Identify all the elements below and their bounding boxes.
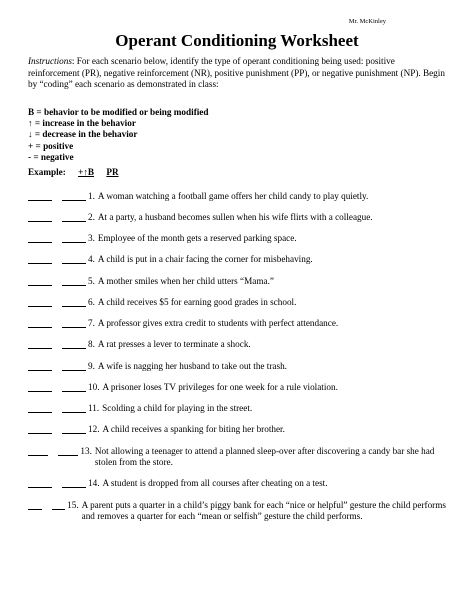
coding-legend bbox=[28, 107, 209, 163]
code-blank[interactable] bbox=[28, 424, 52, 434]
scenario-item: 8. A rat presses a lever to terminate a shock. bbox=[28, 339, 448, 350]
answer-blank[interactable] bbox=[62, 233, 86, 243]
answer-blank[interactable] bbox=[62, 339, 86, 349]
legend-item-decrease: ↓ = decrease in the behavior bbox=[28, 129, 138, 140]
answer-blank[interactable] bbox=[62, 478, 86, 488]
example-line bbox=[28, 167, 119, 177]
answer-blank[interactable] bbox=[62, 382, 86, 392]
code-blank[interactable] bbox=[28, 254, 52, 264]
legend-item-negative: - = negative bbox=[28, 151, 74, 162]
scenario-item: 15. A parent puts a quarter in a child’s piggy bank for each “nice or helpful” gesture the child performs and removes a quarter for each “mean or selfish” gesture the child performs. bbox=[28, 500, 448, 522]
answer-blank[interactable] bbox=[62, 361, 86, 371]
code-blank[interactable] bbox=[28, 297, 52, 307]
instructions-text: : For each scenario below, identify the type of operant conditioning being used: positive reinforcement (PR), negative reinforcement (NR), positive punishment (PP), or negative punishment (NP). Begin by “coding” each scenario as demonstrated in class: bbox=[28, 56, 445, 89]
answer-blank[interactable] bbox=[62, 318, 86, 328]
code-blank[interactable] bbox=[28, 403, 52, 413]
answer-blank[interactable] bbox=[62, 276, 86, 286]
code-blank[interactable] bbox=[28, 478, 52, 488]
scenario-item: 12. A child receives a spanking for biting her brother. bbox=[28, 424, 448, 435]
code-blank[interactable] bbox=[28, 233, 52, 243]
code-blank[interactable] bbox=[28, 212, 52, 222]
example-label: Example: bbox=[28, 167, 66, 177]
scenario-item: 10. A prisoner loses TV privileges for one week for a rule violation. bbox=[28, 382, 448, 393]
scenario-item: 4. A child is put in a chair facing the corner for misbehaving. bbox=[28, 254, 448, 265]
scenario-item: 13. Not allowing a teenager to attend a planned sleep-over after discovering a candy bar she had stolen from the store. bbox=[28, 446, 448, 468]
instructions-paragraph bbox=[28, 56, 448, 91]
answer-blank[interactable] bbox=[62, 424, 86, 434]
code-blank[interactable] bbox=[28, 339, 52, 349]
code-blank[interactable] bbox=[28, 191, 52, 201]
scenario-item: 6. A child receives $5 for earning good grades in school. bbox=[28, 297, 448, 308]
scenario-item: 5. A mother smiles when her child utters “Mama.” bbox=[28, 276, 448, 287]
instructions-lead: Instructions bbox=[28, 56, 72, 66]
answer-blank[interactable] bbox=[62, 212, 86, 222]
code-blank[interactable] bbox=[28, 361, 52, 371]
author-name: Mr. McKinley bbox=[348, 18, 386, 25]
scenario-item: 1. A woman watching a football game offers her child candy to play quietly. bbox=[28, 191, 448, 202]
scenario-item: 2. At a party, a husband becomes sullen when his wife flirts with a colleague. bbox=[28, 212, 448, 223]
scenario-item: 7. A professor gives extra credit to students with perfect attendance. bbox=[28, 318, 448, 329]
answer-blank[interactable] bbox=[62, 297, 86, 307]
scenario-item: 3. Employee of the month gets a reserved parking space. bbox=[28, 233, 448, 244]
code-blank[interactable] bbox=[28, 500, 42, 510]
scenario-item: 14. A student is dropped from all courses after cheating on a test. bbox=[28, 478, 448, 489]
scenario-item: 9. A wife is nagging her husband to take out the trash. bbox=[28, 361, 448, 372]
code-blank[interactable] bbox=[28, 318, 52, 328]
legend-item-increase: ↑ = increase in the behavior bbox=[28, 118, 136, 129]
example-answer: PR bbox=[106, 167, 119, 177]
code-blank[interactable] bbox=[28, 382, 52, 392]
legend-item-positive: + = positive bbox=[28, 140, 74, 151]
answer-blank[interactable] bbox=[52, 500, 66, 510]
answer-blank[interactable] bbox=[62, 254, 86, 264]
page-title: Operant Conditioning Worksheet bbox=[115, 31, 359, 50]
example-code: +↑B bbox=[78, 167, 95, 177]
answer-blank[interactable] bbox=[58, 446, 78, 456]
legend-item-behavior: B = behavior to be modified or being modified bbox=[28, 107, 209, 117]
answer-blank[interactable] bbox=[62, 403, 86, 413]
code-blank[interactable] bbox=[28, 276, 52, 286]
answer-blank[interactable] bbox=[62, 191, 86, 201]
code-blank[interactable] bbox=[28, 446, 48, 456]
scenario-item: 11. Scolding a child for playing in the street. bbox=[28, 403, 448, 414]
